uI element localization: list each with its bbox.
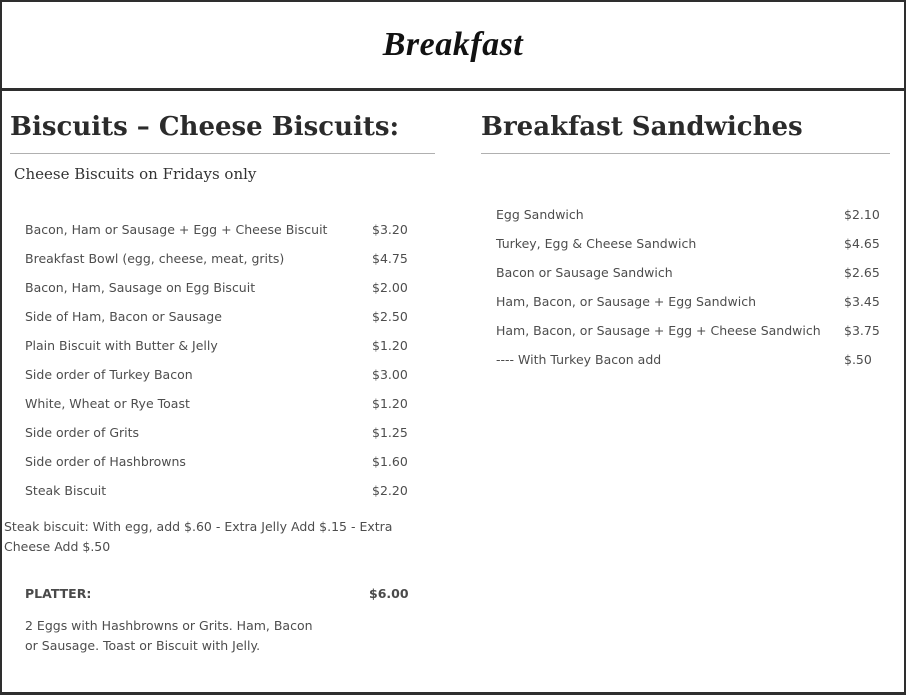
page-title: Breakfast xyxy=(382,26,524,63)
menu-item-row xyxy=(481,258,890,287)
menu-item-name: Turkey, Egg & Cheese Sandwich xyxy=(496,236,697,251)
menu-item-row xyxy=(10,389,435,418)
menu-item-price: $.50 xyxy=(844,352,872,367)
platter-row xyxy=(10,579,435,608)
menu-item-name: Side order of Hashbrowns xyxy=(25,454,186,469)
menu-item-name: Bacon or Sausage Sandwich xyxy=(496,265,673,280)
menu-item-price: $1.25 xyxy=(372,425,408,440)
menu-item-price: $1.20 xyxy=(372,338,408,353)
page-header xyxy=(0,0,906,91)
menu-item-row xyxy=(10,360,435,389)
menu-item-name: Side of Ham, Bacon or Sausage xyxy=(25,309,222,324)
sandwiches-item-list xyxy=(481,200,890,374)
menu-item-price: $1.60 xyxy=(372,454,408,469)
menu-item-name: Steak Biscuit xyxy=(25,483,107,498)
menu-item-price: $3.45 xyxy=(844,294,880,309)
menu-item-row xyxy=(10,273,435,302)
menu-item-price: $4.75 xyxy=(372,251,408,266)
menu-item-name: Ham, Bacon, or Sausage + Egg Sandwich xyxy=(496,294,756,309)
menu-item-name: ---- With Turkey Bacon add xyxy=(496,352,662,367)
steak-biscuit-note: Steak biscuit: With egg, add $.60 - Extra Jelly Add $.15 - Extra Cheese Add $.50 xyxy=(4,519,393,554)
menu-item-price: $2.20 xyxy=(372,483,408,498)
menu-item-name: Bacon, Ham, Sausage on Egg Biscuit xyxy=(25,280,256,295)
menu-item-price: $2.65 xyxy=(844,265,880,280)
sandwiches-heading: Breakfast Sandwiches xyxy=(481,112,803,142)
fridays-note: Cheese Biscuits on Fridays only xyxy=(14,165,257,183)
menu-item-price: $4.65 xyxy=(844,236,880,251)
biscuits-item-list xyxy=(10,215,435,505)
menu-item-row xyxy=(481,345,890,374)
menu-item-name: Side order of Turkey Bacon xyxy=(25,367,193,382)
menu-item-price: $3.75 xyxy=(844,323,880,338)
menu-item-row xyxy=(481,287,890,316)
menu-item-price: $2.10 xyxy=(844,207,880,222)
menu-item-row xyxy=(10,418,435,447)
menu-item-row xyxy=(481,229,890,258)
menu-item-name: Egg Sandwich xyxy=(496,207,584,222)
platter-name: PLATTER: xyxy=(25,586,92,601)
menu-item-name: Side order of Grits xyxy=(25,425,140,440)
menu-content xyxy=(0,91,906,695)
menu-item-price: $3.00 xyxy=(372,367,408,382)
menu-item-row xyxy=(481,316,890,345)
biscuits-heading-rule xyxy=(10,153,435,154)
menu-item-price: $1.20 xyxy=(372,396,408,411)
menu-item-price: $2.50 xyxy=(372,309,408,324)
menu-item-row xyxy=(10,331,435,360)
section-biscuits xyxy=(2,91,453,692)
platter-description: 2 Eggs with Hashbrowns or Grits. Ham, Bacon or Sausage. Toast or Biscuit with Jelly. xyxy=(25,618,313,653)
menu-item-row xyxy=(10,215,435,244)
menu-item-row xyxy=(10,302,435,331)
menu-item-row xyxy=(481,200,890,229)
sandwiches-heading-rule xyxy=(481,153,890,154)
menu-item-name: White, Wheat or Rye Toast xyxy=(25,396,190,411)
menu-item-name: Bacon, Ham or Sausage + Egg + Cheese Biscuit xyxy=(25,222,328,237)
menu-item-row xyxy=(10,447,435,476)
menu-item-row xyxy=(10,476,435,505)
menu-item-name: Ham, Bacon, or Sausage + Egg + Cheese Sandwich xyxy=(496,323,821,338)
menu-item-price: $2.00 xyxy=(372,280,408,295)
platter-price: $6.00 xyxy=(369,586,409,601)
menu-item-price: $3.20 xyxy=(372,222,408,237)
biscuits-heading: Biscuits – Cheese Biscuits: xyxy=(10,112,400,142)
menu-item-name: Breakfast Bowl (egg, cheese, meat, grits) xyxy=(25,251,285,266)
section-sandwiches xyxy=(453,91,904,692)
menu-item-name: Plain Biscuit with Butter & Jelly xyxy=(25,338,218,353)
menu-item-row xyxy=(10,244,435,273)
